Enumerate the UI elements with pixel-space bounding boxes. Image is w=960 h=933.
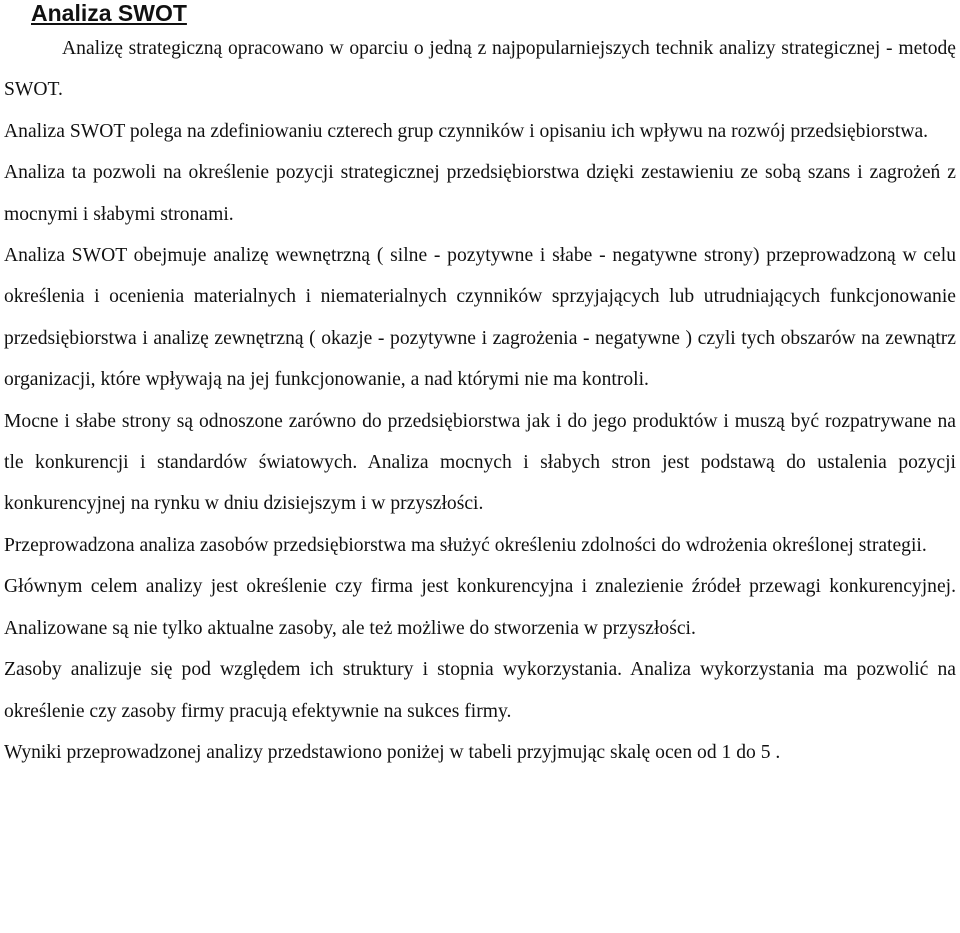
paragraph-definition: Analiza SWOT polega na zdefiniowaniu czterech grup czynników i opisaniu ich wpływu na rozwój przedsiębiorstwa. bbox=[4, 120, 929, 142]
paragraph-strengths-weaknesses: Mocne i słabe strony są odnoszone zarówno do przedsiębiorstwa jak i do jego produktów i muszą być rozpatrywane na tle konkurencji i standardów światowych. Analiza mocnych i słabych stron jest podstawą do ustalenia pozycji konkurencyjnej na rynku w dniu dzisiejszym i w przyszłości. bbox=[4, 410, 956, 515]
paragraph-resources: Przeprowadzona analiza zasobów przedsiębiorstwa ma służyć określeniu zdolności do wdrożenia określonej strategii. bbox=[4, 534, 927, 556]
paragraph-scope: Analiza SWOT obejmuje analizę wewnętrzną ( silne - pozytywne i słabe - negatywne strony) przeprowadzoną w celu określenia i ocenienia materialnych i niematerialnych czynników sprzyjających lub utrudniających funkcjonowanie przedsiębiorstwa i analizę zewnętrzną ( okazje - pozytywne i zagrożenia - negatywne ) czyli tych obszarów na zewnątrz organizacji, które wpływają na jej funkcjonowanie, a nad którymi nie ma kontroli. bbox=[4, 245, 956, 391]
paragraph-intro: Analizę strategiczną opracowano w oparciu o jedną z najpopularniejszych technik analizy strategicznej - metodę SWOT. bbox=[4, 38, 956, 101]
document-title: Analiza SWOT bbox=[31, 0, 187, 26]
paragraph-results: Wyniki przeprowadzonej analizy przedstawiono poniżej w tabeli przyjmując skalę ocen od 1 do 5 . bbox=[4, 741, 781, 763]
paragraph-purpose: Analiza ta pozwoli na określenie pozycji strategicznej przedsiębiorstwa dzięki zestawieniu ze sobą szans i zagrożeń z mocnymi i słabymi stronami. bbox=[4, 162, 956, 225]
paragraph-main-goal: Głównym celem analizy jest określenie czy firma jest konkurencyjna i znalezienie źródeł przewagi konkurencyjnej. Analizowane są nie tylko aktualne zasoby, ale też możliwe do stworzenia w przyszłości. bbox=[4, 576, 956, 639]
document-body bbox=[4, 28, 956, 773]
paragraph-resource-usage: Zasoby analizuje się pod względem ich struktury i stopnia wykorzystania. Analiza wykorzystania ma pozwolić na określenie czy zasoby firmy pracują efektywnie na sukces firmy. bbox=[4, 659, 956, 722]
